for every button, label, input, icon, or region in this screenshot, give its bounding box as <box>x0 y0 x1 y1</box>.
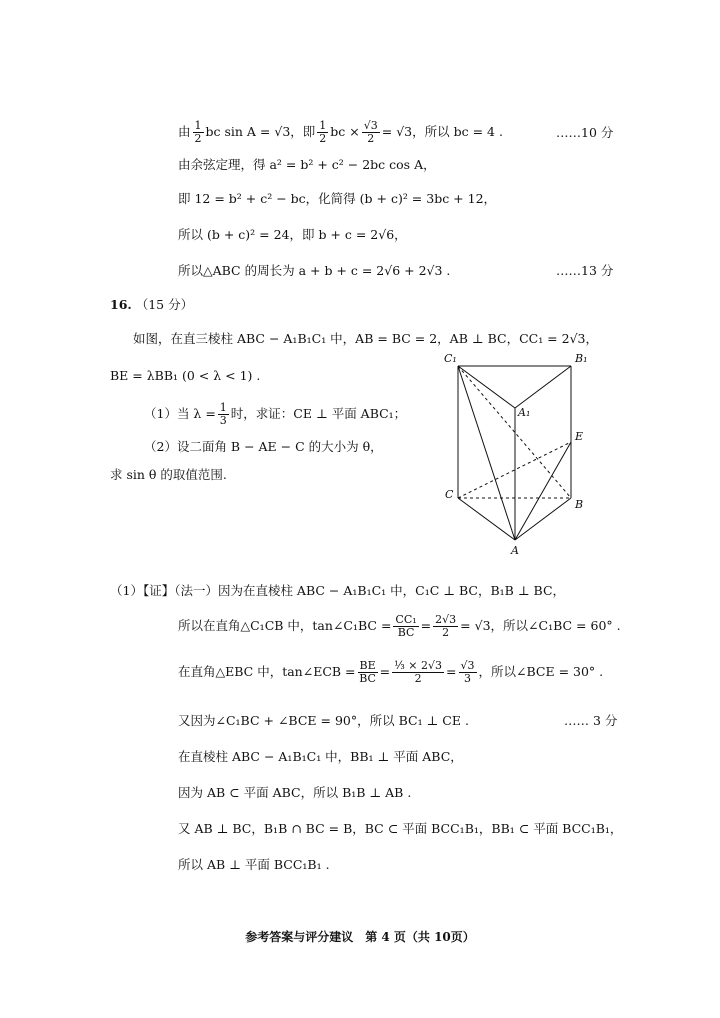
fraction-2sqrt3-2: $\frac{2√3}{2}$ <box>435 613 457 639</box>
prism-figure <box>438 352 598 562</box>
solution-line-1: （1）【证】（法一）因为在直棱柱 ABC − A₁B₁C₁ 中，C₁C ⊥ BC，B₁B ⊥ BC， <box>110 583 566 598</box>
label-c1: C₁ <box>444 352 457 365</box>
fraction-be-bc: $\frac{BE}{BC}$ <box>359 659 376 685</box>
question-stem-1: 如图，在直三棱柱 ABC − A₁B₁C₁ 中，AB = BC = 2，AB ⊥ BC，CC₁ = 2√3， <box>133 331 599 346</box>
solution-line-4: 又因为∠C₁BC + ∠BCE = 90°，所以 BC₁ ⊥ CE . <box>178 713 469 728</box>
solution-line-5: 在直棱柱 ABC − A₁B₁C₁ 中，BB₁ ⊥ 平面 ABC， <box>178 749 463 764</box>
label-b: B <box>575 498 584 511</box>
fraction-third-2sqrt3: $\frac{\text{⅓ × 2√3}}{2}$ <box>394 659 443 685</box>
label-e: E <box>575 430 584 443</box>
edge-a-e <box>515 442 571 540</box>
solution-line-6: 因为 AB ⊂ 平面 ABC，所以 B₁B ⊥ AB . <box>178 785 412 800</box>
line-sum-bc: 所以 (b + c)² = 24，即 b + c = 2√6， <box>178 227 407 242</box>
solution-line-3: 在直角△EBC 中，tan∠ECB = $\frac{BE}{BC}$ = $\frac{\text{⅓ × 2√3}}{2}$ = $\frac{√3}{3}$ ，所以∠BCE = 30° . <box>178 659 604 685</box>
score-3: …… 3 分 <box>564 713 618 728</box>
sub-question-2: （2）设二面角 B − AE − C 的大小为 θ， <box>144 439 383 454</box>
edge-a1-b1 <box>515 366 571 408</box>
edge-a-b <box>515 498 571 540</box>
solution-line-8: 所以 AB ⊥ 平面 BCC₁B₁ . <box>178 857 330 872</box>
label-a: A <box>511 544 519 557</box>
solution-line-2: 所以在直角△C₁CB 中，tan∠C₁BC = $\frac{\text{CC₁}}{BC}$ = $\frac{2√3}{2}$ = √3，所以∠C₁BC = 60° . <box>178 613 621 639</box>
score-10: ……10 分 <box>556 125 614 140</box>
label-c: C <box>445 488 454 501</box>
fraction-half-2: $\frac{1}{2}$ <box>319 119 327 145</box>
fraction-cc1-bc: $\frac{\text{CC₁}}{BC}$ <box>395 613 417 639</box>
solution-line-7: 又 AB ⊥ BC，B₁B ∩ BC = B，BC ⊂ 平面 BCC₁B₁，BB₁ ⊂ 平面 BCC₁B₁， <box>178 821 623 836</box>
sub-question-1: （1）当 λ = $\frac{1}{3}$ 时，求证：CE ⊥ 平面 ABC₁； <box>144 401 407 427</box>
edge-c1-a1 <box>458 366 515 408</box>
line-perimeter: 所以△ABC 的周长为 a + b + c = 2√6 + 2√3 . <box>178 263 451 278</box>
edge-c1-a <box>458 366 515 540</box>
label-a1: A₁ <box>518 406 531 419</box>
fraction-half: $\frac{1}{2}$ <box>194 119 202 145</box>
edge-c-a <box>458 498 515 540</box>
line-simplify: 即 12 = b² + c² − bc，化简得 (b + c)² = 3bc + 12， <box>178 191 497 206</box>
score-13: ……13 分 <box>556 263 614 278</box>
fraction-sqrt3-3: $\frac{√3}{3}$ <box>460 659 475 685</box>
line-law-of-cosines: 由余弦定理，得 a² = b² + c² − 2bc cos A， <box>178 157 436 172</box>
question-16-header <box>110 296 193 314</box>
label-b1: B₁ <box>575 352 588 365</box>
sub-question-2-cont: 求 sin θ 的取值范围. <box>110 467 227 482</box>
fraction-one-third: $\frac{1}{3}$ <box>219 401 227 427</box>
page-footer: 参考答案与评分建议 第 4 页（共 10页） <box>245 930 475 944</box>
line-bc-equals-4: 由 $\frac{1}{2}$ bc sin A = √3，即 $\frac{1}{2}$ bc × $\frac{√3}{2}$ = √3，所以 bc = 4 . <box>178 119 503 145</box>
question-points: （15 分） <box>135 297 194 312</box>
question-number: 16. <box>110 297 132 312</box>
fraction-sqrt3-over-2: $\frac{√3}{2}$ <box>363 119 378 145</box>
question-stem-2: BE = λBB₁ (0 < λ < 1) . <box>110 368 261 383</box>
